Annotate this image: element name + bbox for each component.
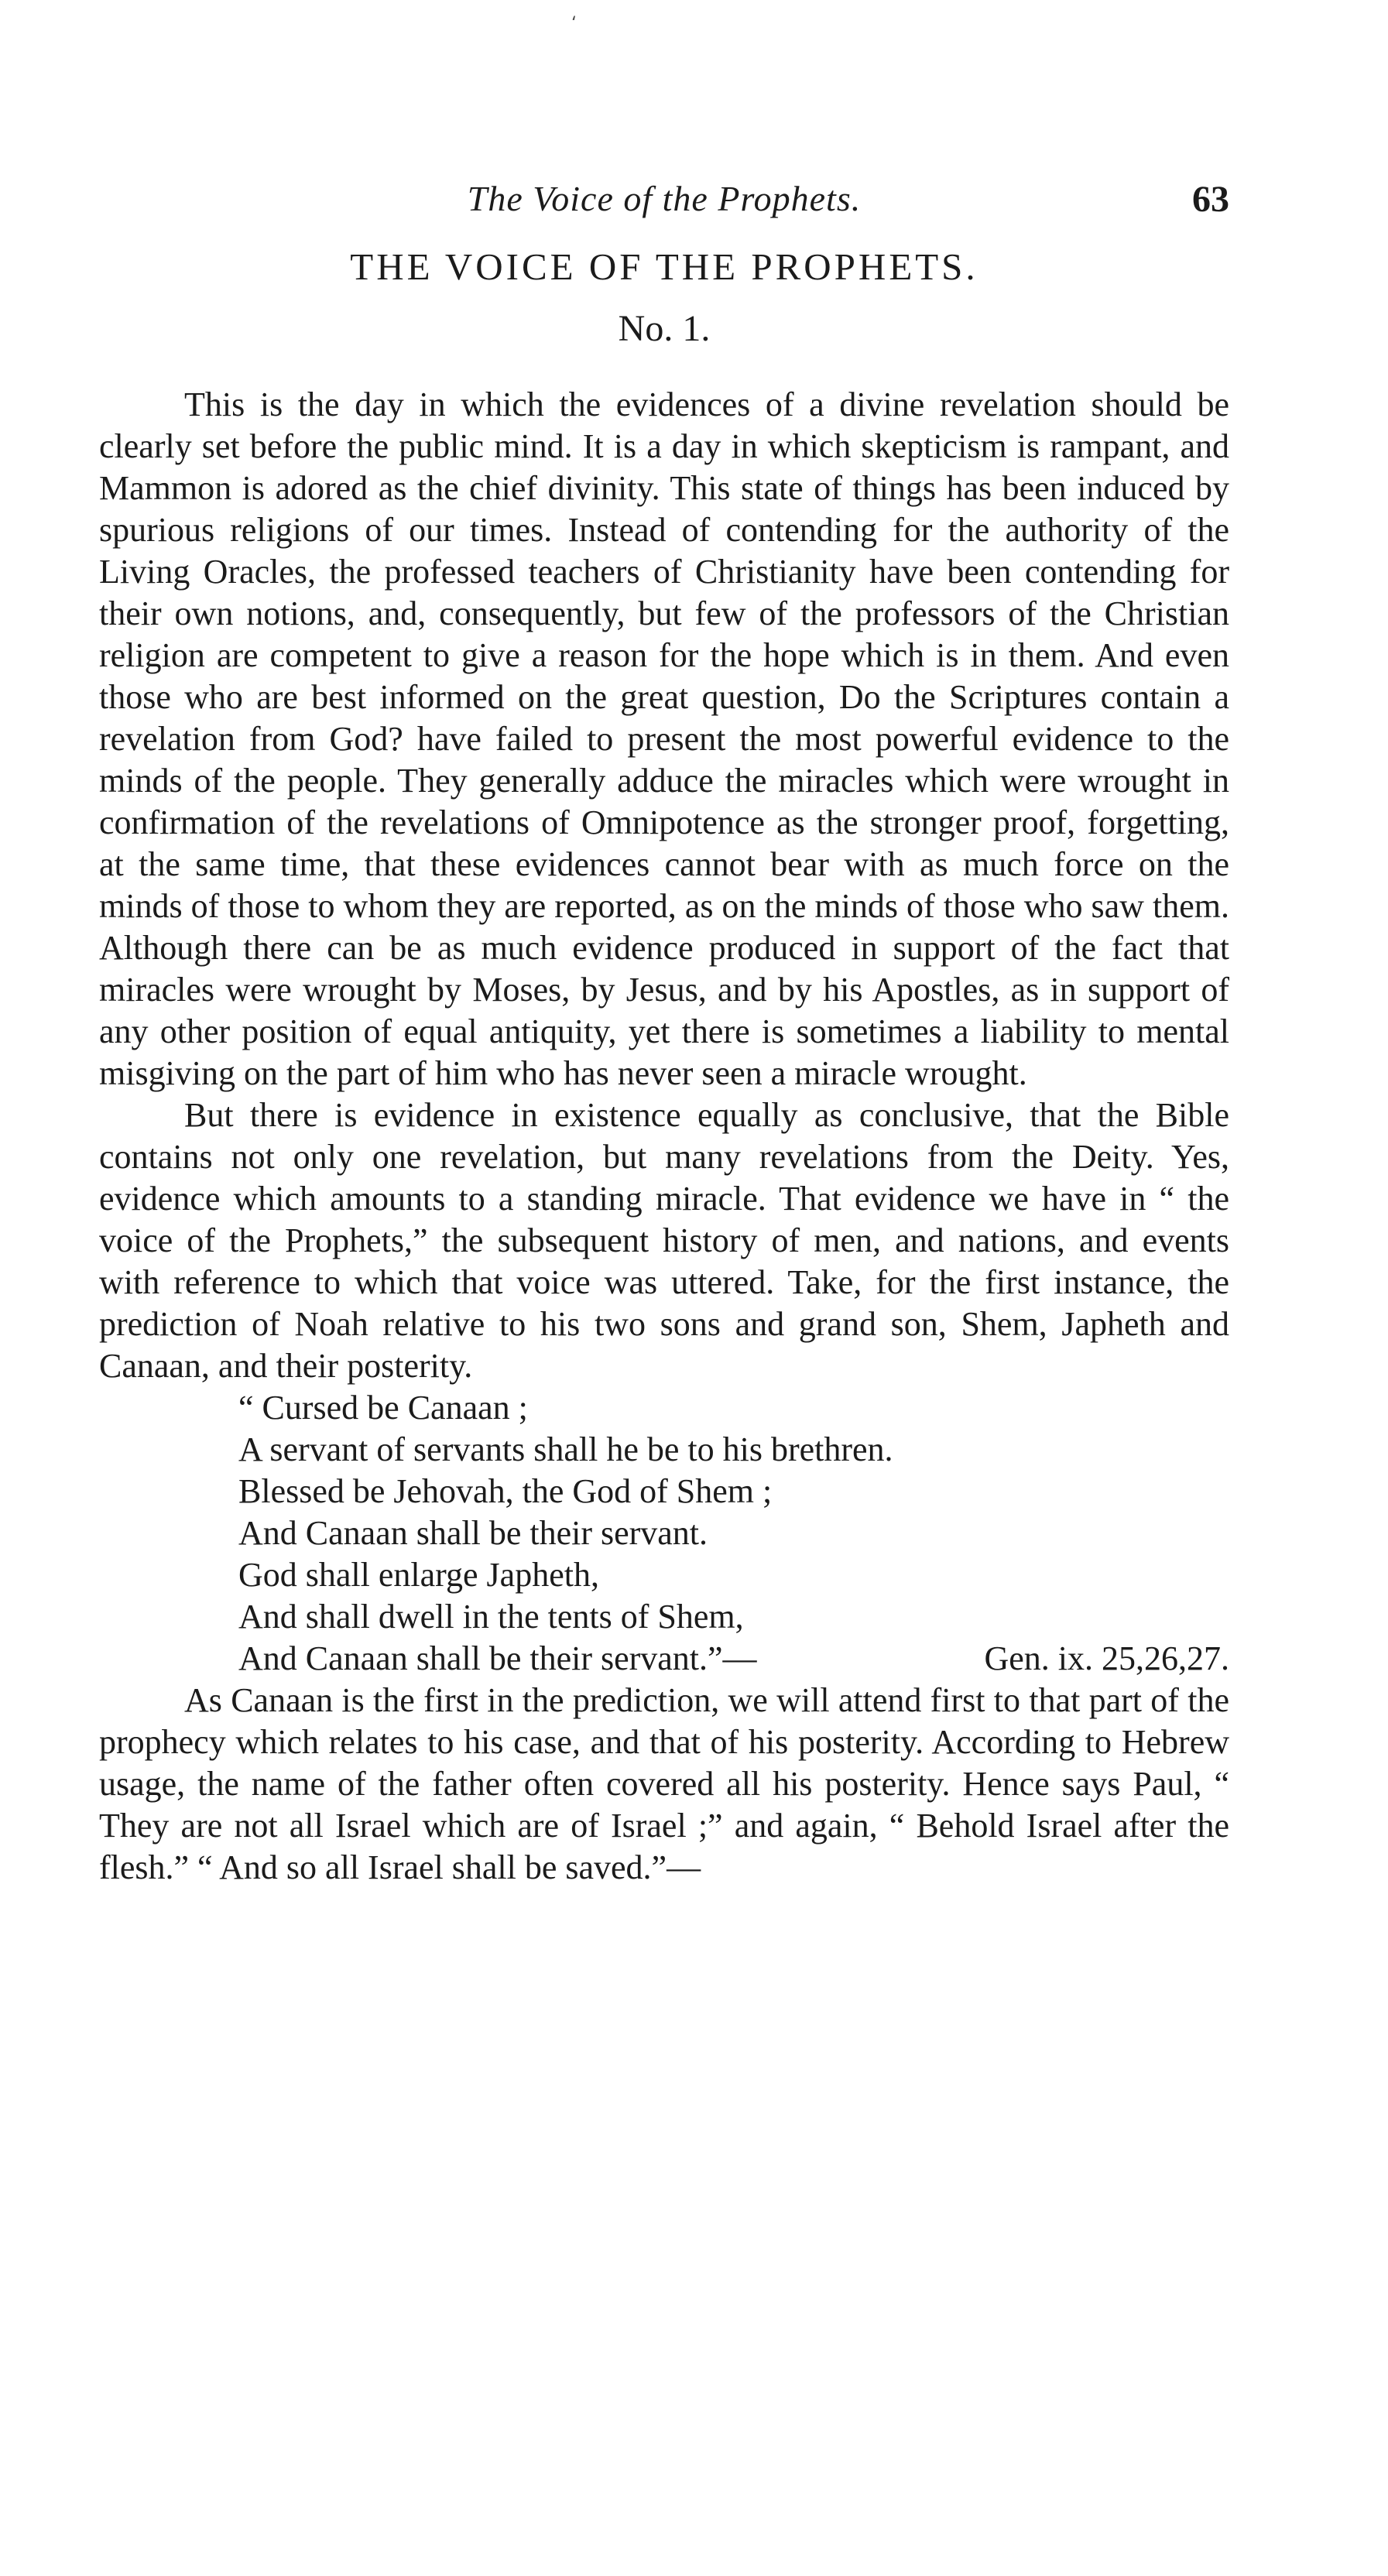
paragraph-3: As Canaan is the first in the prediction, we will attend first to that part of the prophecy which relates to his case, and that of his posterity. According to Hebrew usage, the name of the father often covered all his posterity. Hence says Paul, “ They are not all Israel which are of Israel ;” and again, “ Behold Israel after the flesh.” “ And so all Israel shall be saved.”— <box>99 1681 1229 1886</box>
verse-line: Blessed be Jehovah, the God of Shem ; <box>238 1472 773 1510</box>
running-title: The Voice of the Prophets. <box>467 179 862 218</box>
verse-reference: Gen. ix. 25,26,27. <box>984 1639 1229 1677</box>
article-body <box>99 384 1229 1889</box>
verse-line: God shall enlarge Japheth, <box>238 1556 599 1594</box>
verse-line: And shall dwell in the tents of Shem, <box>238 1598 744 1636</box>
verse-line: And Canaan shall be their servant.”— <box>238 1639 757 1677</box>
scripture-quotation <box>238 1387 1229 1680</box>
article-title: THE VOICE OF THE PROPHETS. <box>350 245 978 288</box>
verse-line: And Canaan shall be their servant. <box>238 1514 708 1552</box>
book-page <box>99 178 1229 1889</box>
page-number: 63 <box>1192 179 1229 220</box>
verse-line-final <box>238 1638 1229 1680</box>
article-number: No. 1. <box>618 308 711 349</box>
top-edge-mark: ⸲ <box>571 2 576 22</box>
paragraph-2: But there is evidence in existence equally as conclusive, that the Bible contains not only one revelation, but many revelations from the Deity. Yes, evidence which amounts to a standing miracle. That evidence we have in “ the voice of the Prophets,” the subsequent history of men, and nations, and events with reference to which that voice was uttered. Take, for the first instance, the prediction of Noah relative to his two sons and grand son, Shem, Japheth and Canaan, and their posterity. <box>99 1096 1229 1385</box>
verse-line: “ Cursed be Canaan ; <box>238 1389 528 1427</box>
running-head <box>99 178 1229 229</box>
paragraph-1: This is the day in which the evidences of a divine revelation should be clearly set before the public mind. It is a day in which skepticism is rampant, and Mammon is adored as the chief divinity. This state of things has been induced by spurious religions of our times. Instead of contending for the authority of the Living Oracles, the professed teachers of Christianity have been contending for their own notions, and, consequently, but few of the professors of the Christian religion are competent to give a reason for the hope which is in them. And even those who are best informed on the great question, Do the Scriptures contain a revelation from God? have failed to present the most powerful evidence to the minds of the people. They generally adduce the miracles which were wrought in confirmation of the revelations of Omnipotence as the stronger proof, forgetting, at the same time, that these evidences cannot bear with as much force on the minds of those to whom they are reported, as on the minds of those who saw them. Although there can be as much evidence produced in support of the fact that miracles were wrought by Moses, by Jesus, and by his Apostles, as in support of any other position of equal antiquity, yet there is sometimes a liability to mental misgiving on the part of him who has never seen a miracle wrought. <box>99 385 1229 1092</box>
verse-line: A servant of servants shall he be to his brethren. <box>238 1430 893 1468</box>
